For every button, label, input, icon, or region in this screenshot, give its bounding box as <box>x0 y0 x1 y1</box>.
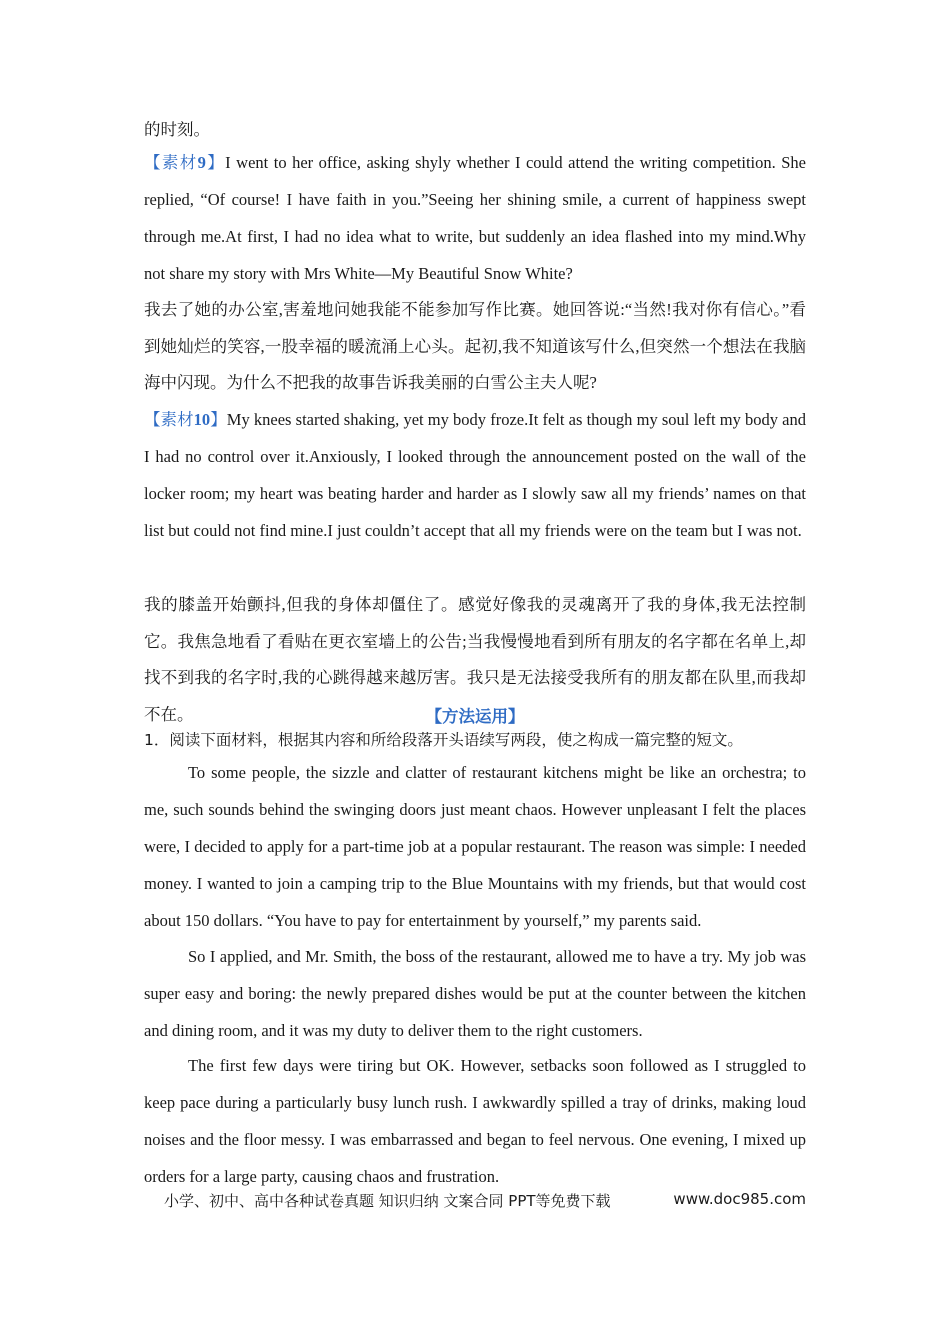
page-footer <box>144 1190 806 1211</box>
footer-website-link[interactable]: www.doc985.com <box>673 1190 806 1208</box>
footer-description: 小学、初中、高中各种试卷真题 知识归纳 文案合同 PPT等免费下载 <box>164 1192 611 1210</box>
task-instruction: 1．阅读下面材料，根据其内容和所给段落开头语续写两段，使之构成一篇完整的短文。 <box>144 731 743 749</box>
material-9-english: 【素材9】I went to her office, asking shyly whether I could attend the writing competition. She replied, “Of course! I have faith in you.”Seeing her shining smile, a current of happiness swept through me.At first, I had no idea what to write, but suddenly an idea flashed into my mind.Why not share my story with Mrs White—My Beautiful Snow White? <box>144 153 807 283</box>
passage-paragraph-1: To some people, the sizzle and clatter of restaurant kitchens might be like an orchestra; to me, such sounds behind the swinging doors just meant chaos. However unpleasant I felt the places were, I decided to apply for a part-time job at a popular restaurant. The reason was simple: I needed money. I wanted to join a camping trip to the Blue Mountains with my friends, but that would cost about 150 dollars. “You have to pay for entertainment by yourself,” my parents said. <box>144 763 806 930</box>
material-10-tag: 【素材10】 <box>144 410 227 429</box>
passage-paragraph-2: So I applied, and Mr. Smith, the boss of the restaurant, allowed me to have a try. My job was super easy and boring: the newly prepared dishes would be put at the counter between the kitchen and dining room, and it was my duty to deliver them to the right customers. <box>144 947 806 1040</box>
material-10-chinese: 我的膝盖开始颤抖,但我的身体却僵住了。感觉好像我的灵魂离开了我的身体,我无法控制它。我焦急地看了看贴在更衣室墙上的公告;当我慢慢地看到所有朋友的名字都在名单上,却找不到我的名字时,我的心跳得越来越厉害。我只是无法接受我所有的朋友都在队里,而我却不在。 <box>144 595 806 724</box>
material-9-tag: 【素材9】 <box>144 153 226 172</box>
method-heading: 【方法运用】 <box>425 707 525 726</box>
material-10-english: 【素材10】My knees started shaking, yet my body froze.It felt as though my soul left my body and I had no control over it.Anxiously, I looked through the announcement posted on the wall of the locker room; my heart was beating harder and harder as I slowly saw all my friends’ names on that list but could not find mine.I just couldn’t accept that all my friends were on the team but I was not. <box>144 410 807 540</box>
top-fragment: 的时刻。 <box>144 120 210 139</box>
material-9-chinese: 我去了她的办公室,害羞地问她我能不能参加写作比赛。她回答说:“当然!我对你有信心。”看到她灿烂的笑容,一股幸福的暖流涌上心头。起初,我不知道该写什么,但突然一个想法在我脑海中闪现。为什么不把我的故事告诉我美丽的白雪公主夫人呢? <box>144 300 806 392</box>
passage-paragraph-3: The first few days were tiring but OK. However, setbacks soon followed as I struggled to keep pace during a particularly busy lunch rush. I awkwardly spilled a tray of drinks, making loud noises and the floor messy. I was embarrassed and began to feel nervous. One evening, I mixed up orders for a large party, causing chaos and frustration. <box>144 1056 806 1186</box>
